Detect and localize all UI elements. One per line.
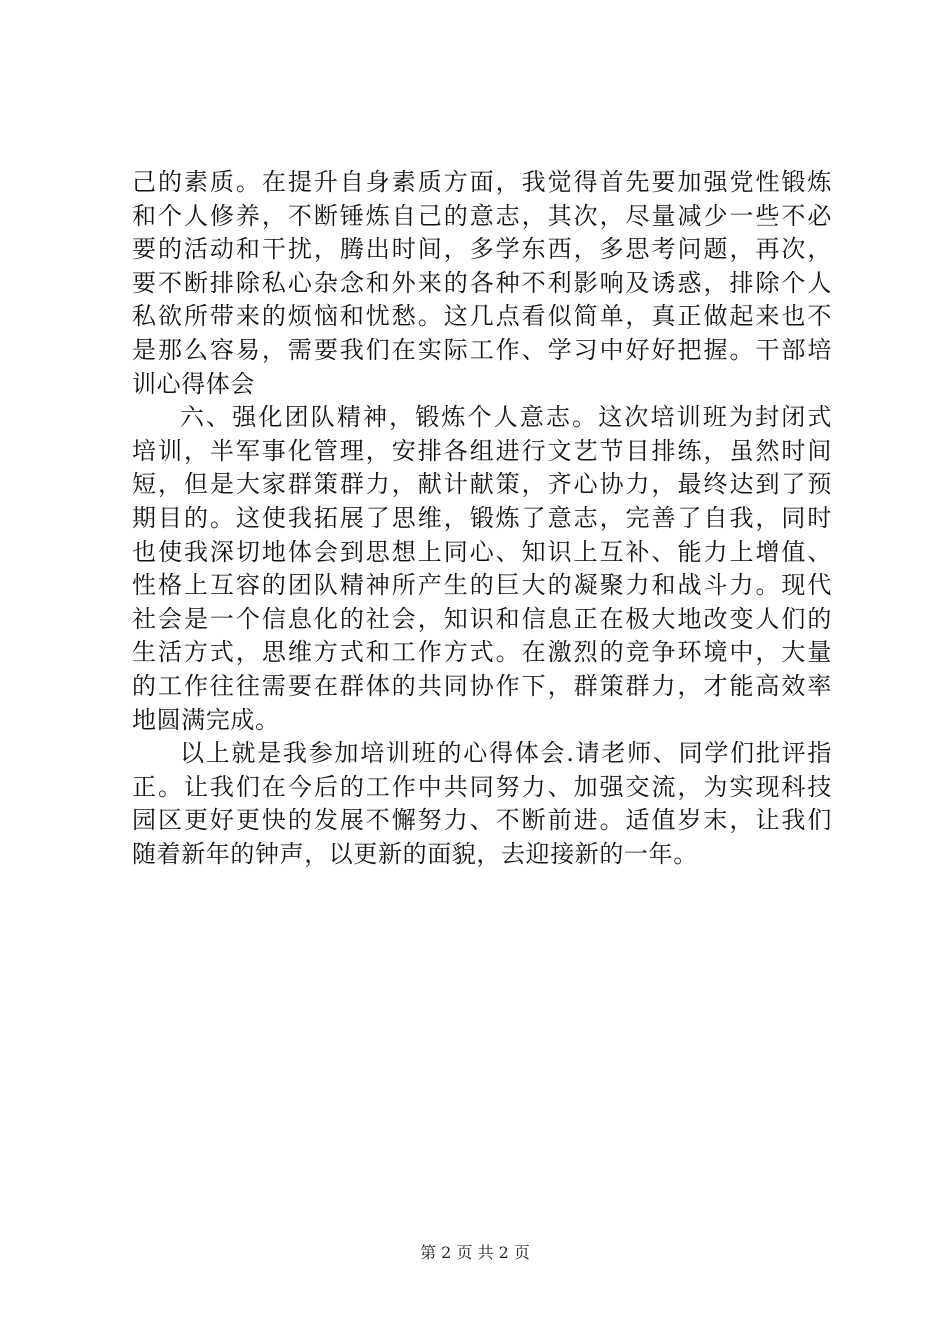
text-line: 性格上互容的团队精神所产生的巨大的凝聚力和战斗力。现代 xyxy=(132,571,832,600)
text-line: 随着新年的钟声，以更新的面貌，去迎接新的一年。 xyxy=(132,839,698,868)
text-line: 以上就是我参加培训班的心得体会.请老师、同学们批评指 xyxy=(180,739,832,768)
text-line: 要不断排除私心杂念和外来的各种不利影响及诱惑，排除个人 xyxy=(132,268,832,297)
text-line: 六、强化团队精神，锻炼个人意志。这次培训班为封闭式 xyxy=(180,403,832,432)
paragraph xyxy=(132,166,832,401)
text-line: 社会是一个信息化的社会，知识和信息正在极大地改变人们的 xyxy=(132,604,832,633)
text-line: 的工作往往需要在群体的共同协作下，群策群力，才能高效率 xyxy=(132,671,832,700)
text-line: 训心得体会 xyxy=(132,369,255,398)
page-footer xyxy=(0,1243,950,1263)
paragraph xyxy=(132,401,832,737)
text-line: 短，但是大家群策群力，献计献策，齐心协力，最终达到了预 xyxy=(132,470,832,499)
text-line: 期目的。这使我拓展了思维，锻炼了意志，完善了自我，同时 xyxy=(132,503,832,532)
document-body xyxy=(132,166,832,871)
text-line: 也使我深切地体会到思想上同心、知识上互补、能力上增值、 xyxy=(132,537,832,566)
paragraph xyxy=(132,737,832,871)
text-line: 地圆满完成。 xyxy=(132,705,280,734)
text-line: 己的素质。在提升自身素质方面，我觉得首先要加强党性锻炼 xyxy=(132,168,832,196)
text-line: 生活方式，思维方式和工作方式。在激烈的竞争环境中，大量 xyxy=(132,638,832,667)
text-line: 是那么容易，需要我们在实际工作、学习中好好把握。干部培 xyxy=(132,335,832,364)
text-line: 和个人修养，不断锤炼自己的意志，其次，尽量减少一些不必 xyxy=(132,201,832,230)
text-line: 私欲所带来的烦恼和忧愁。这几点看似简单，真正做起来也不 xyxy=(132,302,832,331)
text-line: 要的活动和干扰，腾出时间，多学东西，多思考问题，再次， xyxy=(132,235,832,264)
text-line: 正。让我们在今后的工作中共同努力、加强交流，为实现科技 xyxy=(132,772,832,801)
text-line: 园区更好更快的发展不懈努力、不断前进。适值岁末，让我们 xyxy=(132,806,832,835)
text-line: 培训，半军事化管理，安排各组进行文艺节目排练，虽然时间 xyxy=(132,436,832,465)
page-number-label: 第 2 页 共 2 页 xyxy=(420,1243,530,1262)
